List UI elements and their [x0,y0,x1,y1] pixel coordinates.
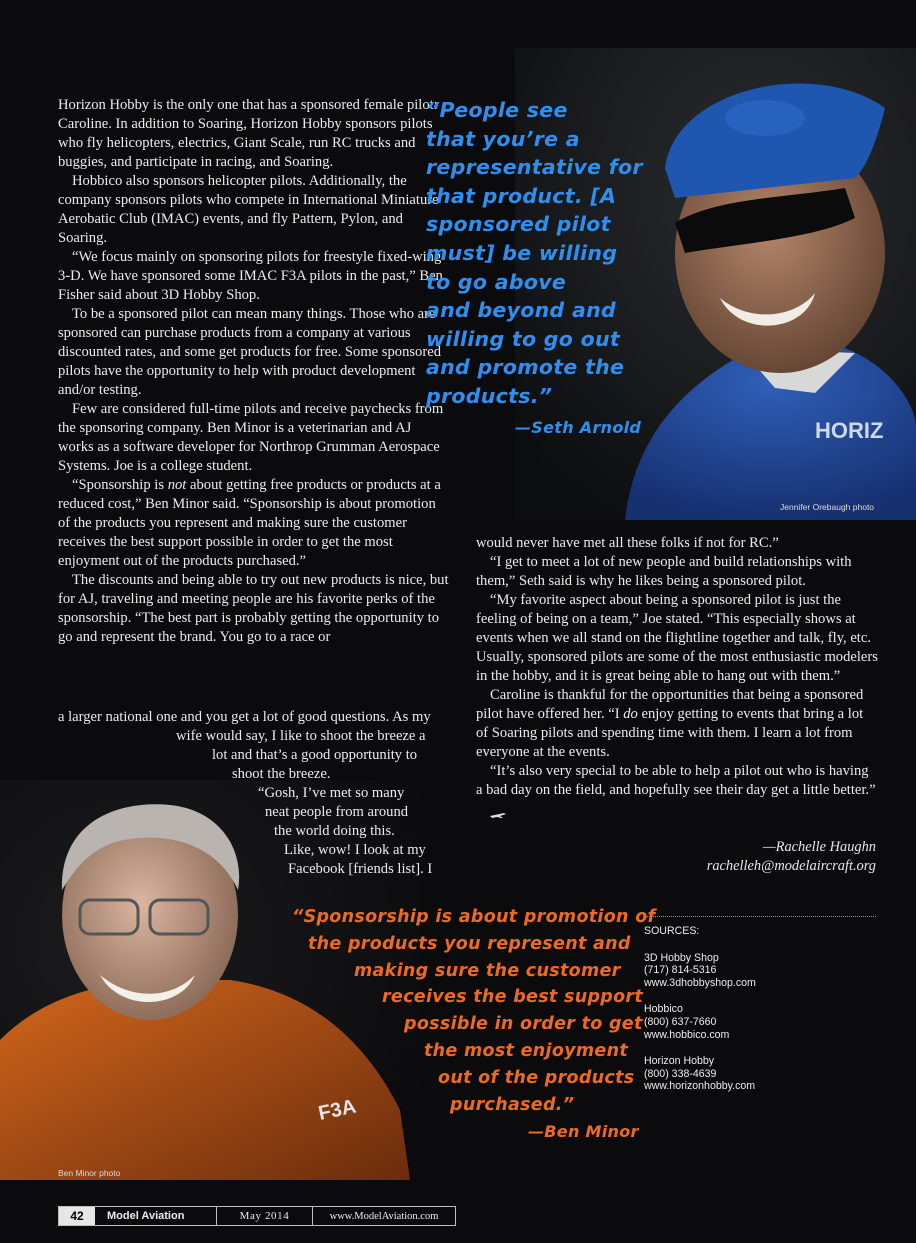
issue-date: May 2014 [217,1207,313,1225]
website-link[interactable]: www.ModelAviation.com [329,1210,439,1222]
pull-quote-line: purchased.” [450,1094,575,1115]
source-phone: (800) 338-4639 [644,1067,717,1080]
left-column-text [58,96,450,647]
pull-quote-line: products.” [426,383,553,408]
pull-quote-line: out of the products [438,1067,635,1088]
paragraph: “We focus mainly on sponsoring pilots for freestyle fixed-wing 3-D. We have sponsored some IMAC F3A pilots in the past,” Ben Fisher said about 3D Hobby Shop. [58,249,443,303]
pull-quote-top-attribution: —Seth Arnold [515,418,642,437]
author-email: rachelleh@modelaircraft.org [706,858,876,874]
source-entry [644,1055,876,1093]
end-mark-plane-icon [476,806,492,814]
text-line: neat people from around [265,804,409,820]
paragraph: To be a sponsored pilot can mean many things. Those who are sponsored can purchase products from a company at various discounted rates, and some get products for free. Some sponsored pilots have the opportunity to help with product development and/or testing. [58,306,441,398]
pull-quote-bottom [280,904,656,1118]
paragraph: “Sponsorship is not about getting free products or products at a reduced cost,” Ben Minor said. “Sponsorship is about promotion of the products you represent and making sure the customer receives the best support possible in order to get the most enjoyment out of the products purchased.” [58,477,441,569]
pull-quote-top [426,96,641,411]
paragraph: “It’s also very special to be able to help a pilot out who is having a bad day on the field, and hopefully see their day get a little better.” [476,762,878,819]
pull-quote-line: the products you represent and [308,933,631,954]
text-line: a larger national one and you get a lot of good questions. As my [58,709,431,725]
pull-quote-line: representative for [426,155,643,180]
paragraph: “My favorite aspect about being a sponsored pilot is just the feeling of being on a team,” Joe stated. “This especially shows at events when we all stand on the flightline together and talk, fly, etc. Usually, sponsored pilots are some of the most enthusiastic modelers in the hobby, and it is great being able to hang out with them.” [476,592,878,684]
source-name: 3D Hobby Shop [644,951,719,964]
pull-quote-line: “People see [426,98,568,122]
svg-text:HORIZ: HORIZ [815,418,884,443]
pull-quote-line: willing to go out [426,326,620,351]
paragraph: The discounts and being able to try out new products is nice, but for AJ, traveling and meeting people are his favorite perks of the sponsorship. “The best part is probably getting the opportunity to go and represent the brand. You go to a race or [58,572,449,645]
paragraph: Horizon Hobby is the only one that has a sponsored female pilot: Caroline. In addition to Soaring, Horizon Hobby sponsors pilots who fly helicopters, electrics, Giant Scale, run RC trucks and buggies, and participate in racing, and Soaring. [58,97,438,170]
text-line: “Gosh, I’ve met so many [258,785,405,801]
pull-quote-line: and promote the [426,355,625,380]
pull-quote-line: possible in order to get [404,1014,643,1035]
sources-header: SOURCES: [644,925,700,937]
author-name: —Rachelle Haughn [762,839,876,855]
svg-text:F3A: F3A [316,1095,359,1125]
page-number: 42 [59,1207,95,1225]
source-name: Hobbico [644,1003,683,1016]
source-url[interactable]: www.hobbico.com [644,1028,730,1041]
pull-quote-line: to go above [426,269,567,294]
pull-quote-line: and beyond and [426,298,616,323]
paragraph: “I get to meet a lot of new people and build relationships with them,” Seth said is why he likes being a sponsored pilot. [476,554,852,589]
page-footer [58,1206,456,1226]
pull-quote-line: must] be willing [426,240,618,265]
source-entry [644,1003,876,1041]
paragraph: Few are considered full-time pilots and receive paychecks from the sponsoring company. Ben Minor is a veterinarian and AJ works as a software developer for Northrop Grumman Aerospace Systems. Joe is a college student. [58,401,444,474]
source-url[interactable]: www.horizonhobby.com [644,1080,756,1093]
text-line: Like, wow! I look at my [284,842,426,858]
pull-quote-line: that you’re a [426,126,580,151]
text-line: lot and that’s a good opportunity to [212,747,418,763]
text-line: Facebook [friends list]. I [288,861,433,877]
pull-quote-line: receives the best support [382,987,644,1008]
paragraph: Hobbico also sponsors helicopter pilots. Additionally, the company sponsors pilots who compete in International Miniature Aerobatic Club (IMAC) events, and fly Pattern, Pylon, and Soaring. [58,173,439,246]
source-name: Horizon Hobby [644,1055,715,1068]
pull-quote-line: “Sponsorship is about promotion of [292,907,656,927]
photo-credit-bottom: Ben Minor photo [58,1168,121,1178]
sources-box [644,916,876,1107]
pull-quote-line: the most enjoyment [424,1040,629,1061]
right-column-text [476,534,878,819]
text-line: shoot the breeze. [232,766,331,782]
pull-quote-line: sponsored pilot [426,212,611,237]
source-phone: (717) 814-5316 [644,964,717,977]
magazine-name: Model Aviation [95,1207,217,1225]
source-entry [644,952,876,990]
photo-credit-top: Jennifer Orebaugh photo [780,502,875,512]
source-url[interactable]: www.3dhobbyshop.com [644,976,756,989]
text-line: the world doing this. [274,823,395,839]
pull-quote-line: that product. [A [426,183,617,208]
source-phone: (800) 637-7660 [644,1015,717,1028]
pull-quote-line: making sure the customer [354,960,621,981]
paragraph: Caroline is thankful for the opportunities that being a sponsored pilot have offered her. “I do enjoy getting to events that bring a lot of Soaring pilots and spending time with them. I learn a lot from everyone at the events. [476,687,864,760]
pull-quote-bottom-attribution: —Ben Minor [528,1122,639,1141]
author-signoff [640,838,876,876]
text-line: wife would say, I like to shoot the breeze a [176,728,426,744]
paragraph: would never have met all these folks if not for RC.” [476,535,779,551]
